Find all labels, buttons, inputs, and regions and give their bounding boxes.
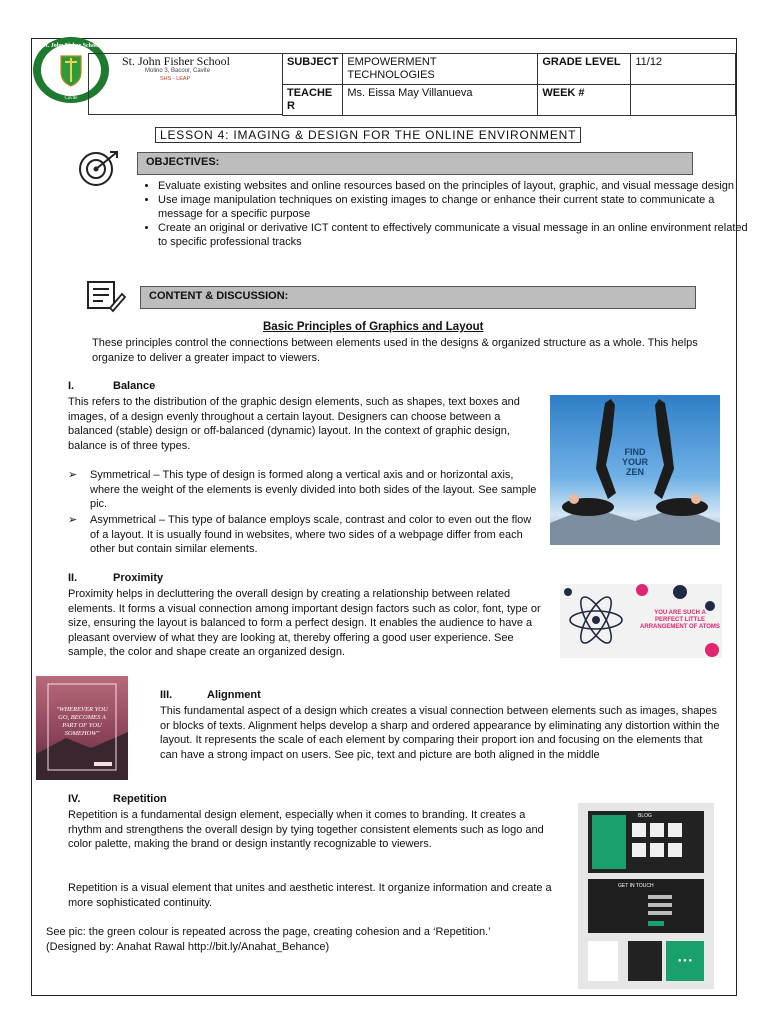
proximity-heading: Proximity xyxy=(113,572,164,584)
grade-level-value: 11/12 xyxy=(631,54,736,85)
objective-item: • Use image manipulation techniques on existing images to change or enhance their current state to communicate a message for a specific purpose xyxy=(158,193,754,221)
mock-touch-label: GET IN TOUCH xyxy=(618,883,654,889)
mock-blog-label: BLOG xyxy=(638,813,652,819)
week-value xyxy=(631,85,736,116)
seal-text-bottom: Cavite xyxy=(64,96,78,101)
proximity-sample-image xyxy=(560,584,722,658)
seal-text-top: St. John Fisher School xyxy=(42,43,100,49)
alignment-sample-image xyxy=(36,676,128,780)
objectives-list xyxy=(134,179,754,249)
repetition-text-1: Repetition is a fundamental design element, especially when it comes to branding. It creates a rhythm and strengthens the overall design by tying together consistent elements such as logo and color palette, making the brand or design instantly recognizable to viewers. xyxy=(68,809,544,851)
mock-dots-icon: ● ● ● xyxy=(677,958,693,964)
bullet-arrow-icon: ➢ xyxy=(68,469,78,481)
teacher-value: Ms. Eissa May Villanueva xyxy=(343,85,538,116)
atoms-caption: YOU ARE SUCH A PERFECT LITTLE ARRANGEMENT OF ATOMS xyxy=(640,610,720,630)
alignment-number: III. xyxy=(160,689,173,701)
proximity-number: II. xyxy=(68,572,78,584)
intro-text: These principles control the connections between elements used in the designs & organized structure as a whole. This helps organize to deliver a greater impact to viewers. xyxy=(92,337,698,364)
notes-icon xyxy=(84,278,126,314)
balance-heading: Balance xyxy=(113,380,156,392)
teacher-label: TEACHE R xyxy=(283,85,343,116)
alignment-heading: Alignment xyxy=(207,689,261,701)
find-your-zen-text: FIND YOUR ZEN xyxy=(621,447,648,477)
school-address: Molino 3, Bacoor, Cavite xyxy=(145,68,211,74)
objective-item: • Evaluate existing websites and online resources based on the principles of layout, graphic, and visual message design xyxy=(158,179,754,193)
repetition-text-2: Repetition is a visual element that unites and aesthetic interest. It organize information and create a more sophisticated continuity. xyxy=(68,882,552,909)
asymmetrical-bullet: Asymmetrical – This type of balance employs scale, contrast and color to even out the flow of a layout. It is usually found in websites, where two sides of a webpage differ from each other but contain similar elements. xyxy=(90,514,532,556)
balance-text: This refers to the distribution of the graphic design elements, such as shapes, text boxes and images, of a design evenly throughout a certain layout. Designers can choose between a balanced (stable) design or off-balanced (dynamic) layout. In the context of graphic design, balance is of three types. xyxy=(68,396,520,452)
alignment-quote: "WHEREVER YOU GO, BECOMES A PART OF YOU SOMEHOW" xyxy=(56,706,108,737)
repetition-heading: Repetition xyxy=(113,793,167,805)
repetition-sample-image xyxy=(578,803,714,989)
section-title: Basic Principles of Graphics and Layout xyxy=(263,321,484,333)
alignment-text: This fundamental aspect of a design which creates a visual connection between elements such as images, shapes or blocks of texts. Alignment helps develop a sharp and ordered appearance by eliminating any distortion within the layout. It represents the scale of each element by comparing their proport ion and focusing on the elements that can have a strong impact on users. See pic, text and picture are both aligned in the middle xyxy=(160,705,720,761)
balance-sample-image xyxy=(550,395,720,545)
subject-value: EMPOWERMENT TECHNOLOGIES xyxy=(343,54,538,85)
objective-item: • Create an original or derivative ICT content to effectively communicate a visual message in an online environment related to specific professional tracks xyxy=(158,221,754,249)
bullet-arrow-icon: ➢ xyxy=(68,514,78,526)
header-table xyxy=(282,53,736,116)
target-icon xyxy=(76,149,122,187)
school-program: SHS - LEAP xyxy=(160,76,191,82)
repetition-caption: See pic: the green colour is repeated across the page, creating cohesion and a ‘Repetition.’ xyxy=(46,926,491,938)
grade-level-label: GRADE LEVEL xyxy=(538,54,631,85)
lesson-title: LESSON 4: IMAGING & DESIGN FOR THE ONLINE ENVIRONMENT xyxy=(155,127,581,143)
symmetrical-bullet: Symmetrical – This type of design is formed along a vertical axis and or horizontal axis, where the weight of the elements is evenly divided into both sides of the layout. See sample pic. xyxy=(90,469,537,511)
proximity-text: Proximity helps in decluttering the overall design by creating a relationship between related elements. It forms a visual connection among important design factors such as color, font, type or size, ensuring the layout is balanced to form a perfect design. It enables the audience to have a pleasant overview of what they are looking at, thereby offering a good user experience. See sample, the color and shape create an organized design. xyxy=(68,588,541,659)
repetition-number: IV. xyxy=(68,793,81,805)
designer-credit: (Designed by: Anahat Rawal http://bit.ly/Anahat_Behance) xyxy=(46,941,330,953)
balance-number: I. xyxy=(68,380,75,392)
subject-label: SUBJECT xyxy=(283,54,343,85)
week-label: WEEK # xyxy=(538,85,631,116)
objectives-bar: OBJECTIVES: xyxy=(137,152,693,175)
content-discussion-bar: CONTENT & DISCUSSION: xyxy=(140,286,696,309)
school-name: St. John Fisher School xyxy=(122,54,231,68)
